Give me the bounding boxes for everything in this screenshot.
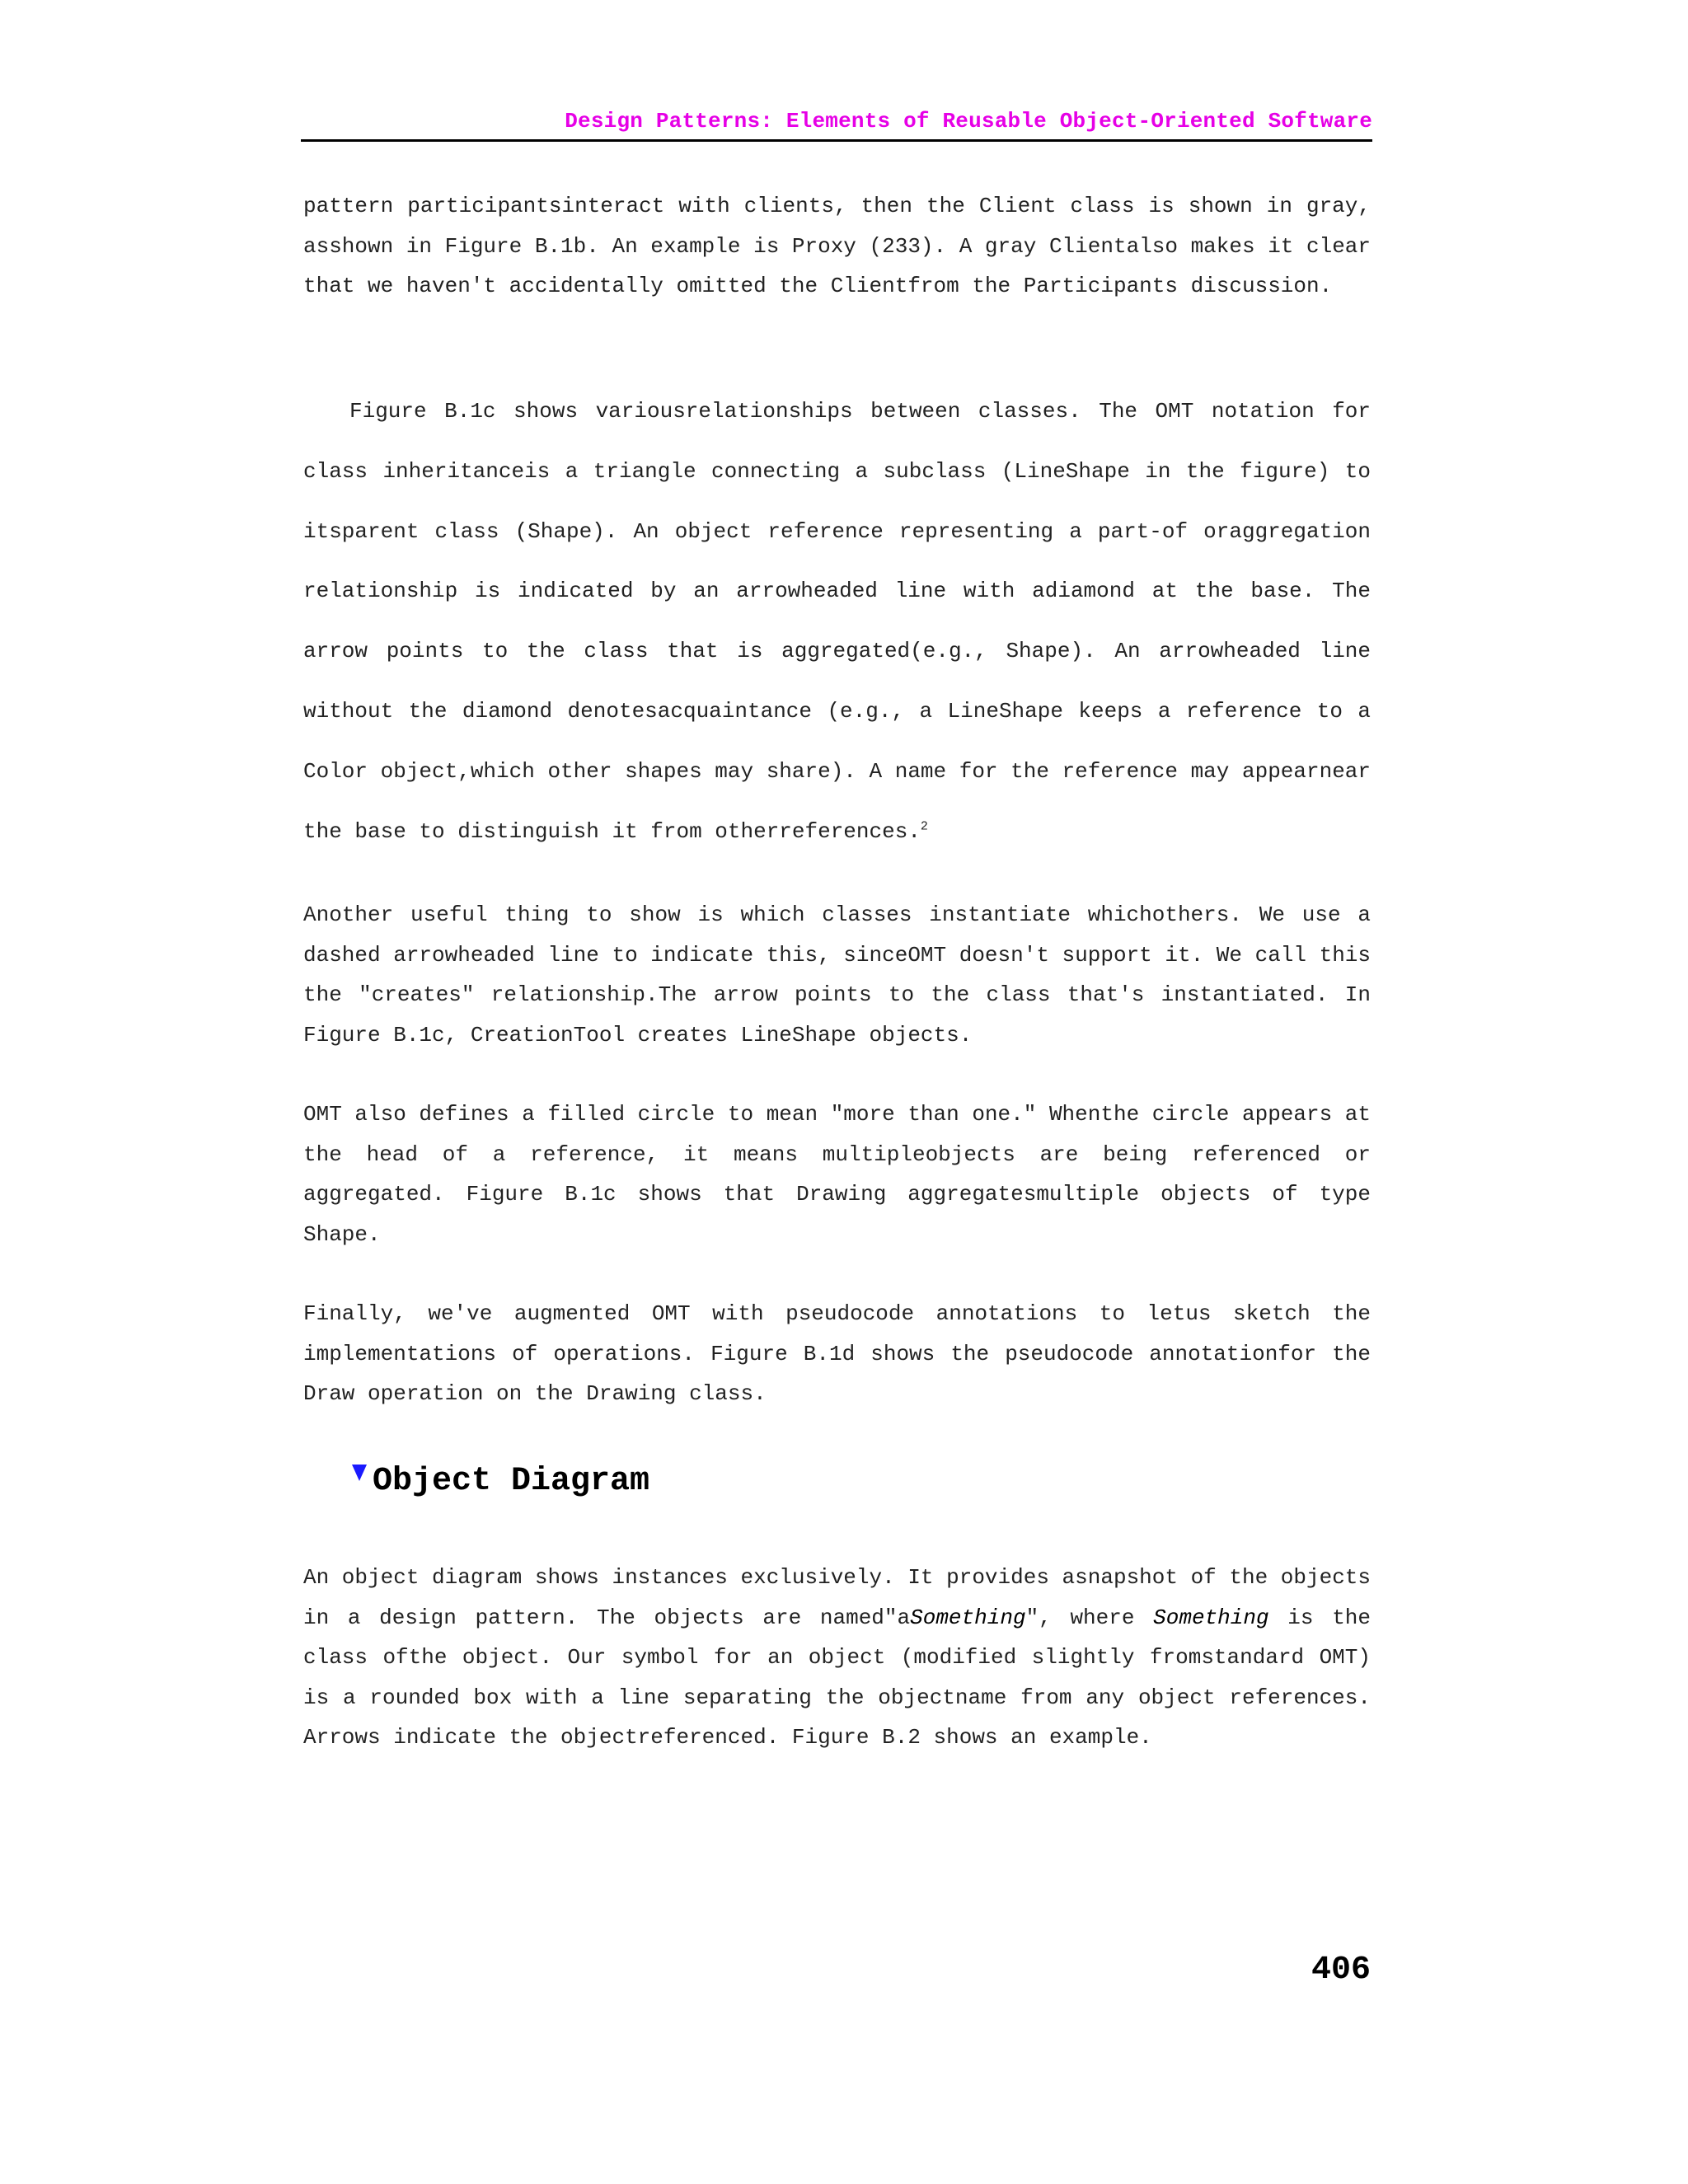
paragraph-5: Finally, we've augmented OMT with pseudocode annotations to letus sketch the implementations of operations. Figure B.1d shows the pseudocode annotationfor the Draw operation on the Drawing class.	[303, 1301, 1371, 1406]
paragraph-6-part-2: ", where	[1025, 1605, 1154, 1630]
paragraph-6-part-3: is the class ofthe object. Our symbol for an object (modified slightly fromstandard OMT) is a rounded box with a line separating the objectname from any object references. Arrows indicate the objectreferenced. Figure B.2 shows an example.	[303, 1605, 1372, 1750]
paragraph-6-italic-2: Something	[1153, 1605, 1269, 1630]
paragraph-6-block	[303, 1558, 1371, 1758]
paragraph-2-text: Figure B.1c shows variousrelationships between classes. The OMT notation for class inheritanceis a triangle connecting a subclass (LineShape in the figure) to itsparent class (Shape). An object reference representing a part-of oraggregation relationship is indicated by an arrowheaded line with adiamond at the base. The arrow points to the class that is aggregated(e.g., Shape). An arrowheaded line without the diamond denotesacquaintance (e.g., a LineShape keeps a reference to a Color object,which other shapes may share). A name for the reference may appearnear the base to distinguish it from otherreferences.	[303, 399, 1372, 844]
section-heading-text: Object Diagram	[373, 1463, 650, 1500]
paragraph-1: pattern participantsinteract with clients, then the Client class is shown in gray, asshown in Figure B.1b. An example is Proxy (233). A gray Clientalso makes it clear that we haven't accidentally omitted the Clientfrom the Participants discussion.	[303, 194, 1372, 298]
paragraph-4: OMT also defines a filled circle to mean "more than one." Whenthe circle appears at the head of a reference, it means multipleobjects are being referenced or aggregated. Figure B.1c shows that Drawing aggregatesmultiple objects of type Shape.	[303, 1102, 1372, 1247]
footnote-marker[interactable]: 2	[920, 818, 928, 833]
section-heading-object-diagram	[350, 1463, 649, 1500]
triangle-down-icon[interactable]	[350, 1461, 368, 1483]
paragraph-1-block	[303, 186, 1371, 307]
paragraph-6-part-1: An object diagram shows instances exclusively. It provides asnapshot of the objects in a design pattern. The objects are named"a	[303, 1565, 1372, 1630]
page-number: 406	[1311, 1952, 1371, 1989]
paragraph-3: Another useful thing to show is which classes instantiate whichothers. We use a dashed arrowheaded line to indicate this, sinceOMT doesn't support it. We call this the "creates" relationship.The arrow points to the class that's instantiated. In Figure B.1c, CreationTool creates LineShape objects.	[303, 902, 1372, 1047]
running-header: Design Patterns: Elements of Reusable Object-Oriented Software	[565, 109, 1372, 134]
paragraph-2-block	[303, 382, 1371, 861]
paragraph-5-block	[303, 1294, 1371, 1414]
paragraph-3-block	[303, 895, 1371, 1055]
paragraph-2	[303, 382, 1371, 861]
paragraph-6	[303, 1558, 1371, 1758]
paragraph-4-block	[303, 1094, 1371, 1254]
header-divider	[301, 139, 1372, 142]
paragraph-6-italic-1: Something	[910, 1605, 1026, 1630]
